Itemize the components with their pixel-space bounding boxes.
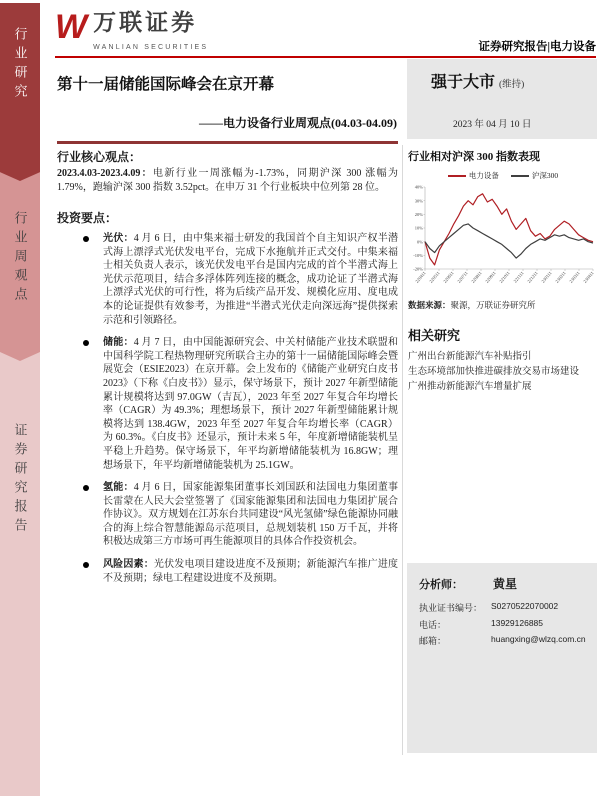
- analyst-row: [419, 575, 517, 593]
- svg-text:221011: 221011: [498, 270, 511, 284]
- svg-text:220611: 220611: [442, 270, 455, 284]
- analyst-name: 黄星: [493, 577, 518, 591]
- legend-swatch-hs300: [511, 175, 529, 177]
- svg-text:40%: 40%: [414, 184, 423, 190]
- bullet-icon: [83, 485, 89, 491]
- bullet-text: 4 月 6 日，国家能源集团董事长刘国跃和法国电力集团董事长雷蒙在人民大会堂签署了《国家能源集团和法国电力集团扩展合作协议》。双方规划在江苏东台共同建设“风光氢储”绿色能源协同融合的海上综合智慧能源岛示范项目，总规划装机 150 万千瓦，并将积极达成第三方市场可再生能源项目的具体合作投资机会。: [103, 482, 399, 548]
- analyst-field-license: [419, 601, 589, 614]
- chart-title: 行业相对沪深 300 指数表现: [408, 151, 540, 163]
- wanlian-logo-icon: W: [55, 8, 88, 46]
- svg-text:221211: 221211: [526, 270, 539, 284]
- rating-note: (维持): [499, 80, 525, 90]
- field-value: S0270522070002: [491, 601, 559, 611]
- main-column: [57, 141, 398, 594]
- bullet-icon: [83, 340, 89, 346]
- bullet-label: 风险因素：: [103, 559, 154, 571]
- legend-item: [511, 170, 558, 181]
- column-divider: [402, 145, 403, 755]
- bullet-text: 4 月 7 日，由中国能源研究会、中关村储能产业技术联盟和中国科学院工程热物理研究所联合主办的第十一届储能国际峰会暨展览会（ESIE2023）在京开幕。会上发布的《储能产业研究白皮书 2023》（下称《白皮书》）显示，保守场景下，预计 2027 年新型储能累计规模将达到 97.0GW（吉瓦），2023 年至 2027 年复合年均增长率（CAGR）为 49.3%；理想场景下，预计 2027 年新型储能累计规模将达到 138.4GW，2023 年至 2027 年复合年均增长率（CAGR）为 60.3%。《白皮书》还显示，预计未来 5 年，年度新增储能装机呈平稳上升趋势。保守场景下，年平均新增储能装机为 16.8GW；理想场景下，年平均新增储能装机为 25.1GW。: [103, 337, 399, 471]
- rating-box: [407, 59, 597, 139]
- svg-text:230211: 230211: [554, 270, 567, 284]
- bullet-text: 4 月 6 日，由中集来福士研发的我国首个自主知识产权半潜式海上漂浮式光伏发电平台，完成下水拖航并正式交付。中集来福士相关负责人表示，该光伏发电平台是国内完成的首个半潜式海上光伏示范项目，结合多浮体阵列连接的概念，成功论证了半潜式海上漂浮式光伏的可行性，将为后续产品开发、规模化应用、度电成本的论证提供有效参考，为推进“半潜式光伏走向深远海”提供探索示范和引领路径。: [103, 233, 399, 326]
- report-date: 2023 年 04 月 10 日: [453, 120, 532, 130]
- analyst-box: [407, 563, 597, 753]
- legend-item: [448, 170, 499, 181]
- related-research-item: 生态环境部加快推进碳排放交易市场建设: [408, 367, 580, 377]
- core-view-text: 电新行业一周涨幅为-1.73%，同期沪深 300 涨幅为 1.79%，跑输沪深 300 指数 3.52pct。在申万 31 个行业板块中位列第 28 位。: [57, 168, 398, 193]
- field-label: 邮箱：: [419, 636, 447, 646]
- related-research-item: 广州出台新能源汽车补贴指引: [408, 352, 532, 362]
- analyst-label: 分析师：: [419, 579, 463, 591]
- svg-text:220911: 220911: [484, 270, 497, 284]
- bullet-label: 氢能：: [103, 482, 134, 494]
- svg-text:221111: 221111: [512, 270, 525, 284]
- legend-label: 电力设备: [468, 171, 499, 180]
- rating-value: 强于大市: [431, 74, 496, 91]
- analyst-field-phone: [419, 618, 589, 631]
- svg-text:220711: 220711: [456, 270, 469, 284]
- analyst-field-email: [419, 634, 589, 647]
- logo: [55, 10, 208, 54]
- chart-source: [408, 299, 598, 311]
- bullet-text: 光伏发电项目建设进度不及预期；新能源汽车推广进度不及预期；绿电工程建设进度不及预期。: [103, 559, 399, 584]
- svg-text:30%: 30%: [414, 198, 423, 204]
- header-rule: [55, 56, 596, 58]
- section-rule: [57, 141, 398, 144]
- related-research-item: 广州推动新能源汽车增量扩展: [408, 382, 532, 392]
- svg-text:230411: 230411: [582, 270, 595, 284]
- legend-swatch-power-equipment: [448, 175, 466, 177]
- investment-points-heading: 投资要点：: [57, 211, 118, 225]
- svg-text:230111: 230111: [540, 270, 553, 284]
- legend-label: 沪深300: [531, 171, 559, 180]
- svg-text:0%: 0%: [417, 239, 423, 245]
- bullet-icon: [83, 562, 89, 568]
- svg-text:220511: 220511: [428, 270, 441, 284]
- report-category-tag: 证券研究报告|电力设备: [478, 41, 596, 53]
- logo-name-cn: 万联证券: [93, 10, 198, 35]
- list-item: [57, 558, 398, 585]
- related-research-heading: 相关研究: [408, 328, 461, 343]
- list-item: [57, 232, 398, 327]
- core-view-paragraph: [57, 167, 398, 195]
- svg-text:-10%: -10%: [413, 252, 423, 258]
- svg-text:220411: 220411: [414, 270, 427, 284]
- core-view-lead: 2023.4.03-2023.4.09：: [57, 168, 154, 179]
- bullet-label: 储能：: [103, 337, 134, 349]
- chart-legend: [408, 170, 598, 181]
- page-title: 第十一届储能国际峰会在京开幕: [57, 76, 275, 93]
- list-item: [57, 481, 398, 549]
- source-label: 数据来源：: [408, 300, 451, 310]
- page-subtitle: ——电力设备行业周观点(04.03-04.09): [199, 116, 397, 130]
- bullet-icon: [83, 236, 89, 242]
- sidebar-label-industry-research: 行业研究: [12, 27, 28, 103]
- list-item: [57, 336, 398, 472]
- relative-performance-chart: [408, 183, 598, 297]
- investment-points-list: [57, 232, 398, 585]
- sidebar: [0, 3, 40, 796]
- bullet-label: 光伏：: [103, 233, 134, 244]
- field-label: 执业证书编号：: [419, 603, 483, 613]
- core-view-heading: 行业核心观点：: [57, 150, 142, 164]
- source-text: 聚源，万联证券研究所: [450, 300, 536, 310]
- field-label: 电话：: [419, 620, 447, 630]
- field-value: 13929126885: [491, 618, 544, 628]
- sidebar-label-weekly-view: 行业周观点: [12, 211, 28, 306]
- svg-text:230311: 230311: [568, 270, 581, 284]
- sidebar-label-securities-report: 证券研究报告: [12, 423, 28, 537]
- svg-text:-20%: -20%: [413, 266, 423, 272]
- svg-text:220811: 220811: [470, 270, 483, 284]
- logo-name-en: WANLIAN SECURITIES: [93, 44, 209, 51]
- aside-column: [408, 148, 598, 395]
- svg-text:20%: 20%: [414, 211, 423, 217]
- svg-text:10%: 10%: [414, 225, 423, 231]
- field-value: huangxing@wlzq.com.cn: [491, 634, 586, 644]
